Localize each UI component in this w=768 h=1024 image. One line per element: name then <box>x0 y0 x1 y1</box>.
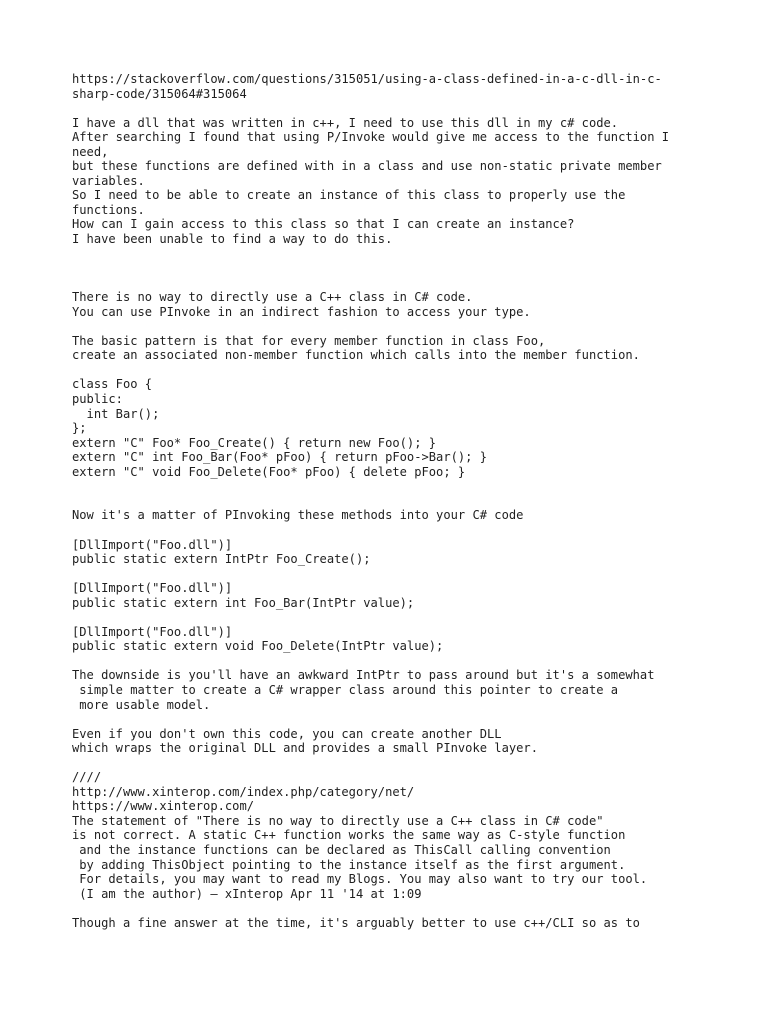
text-line: The downside is you'll have an awkward IntPtr to pass around but it's a somewhat <box>72 668 655 683</box>
text-line: variables. <box>72 173 145 188</box>
text-line <box>72 276 712 291</box>
text-line: [DllImport("Foo.dll")] <box>72 581 233 596</box>
text-line <box>72 523 712 538</box>
text-line: extern "C" Foo* Foo_Create() { return new Foo(); } <box>72 435 437 450</box>
text-line: There is no way to directly use a C++ class in C# code. <box>72 290 473 305</box>
text-line: //// <box>72 770 102 785</box>
text-line: is not correct. A static C++ function works the same way as C-style function <box>72 828 626 843</box>
text-line: How can I gain access to this class so that I can create an instance? <box>72 217 575 232</box>
text-line: extern "C" int Foo_Bar(Foo* pFoo) { return pFoo->Bar(); } <box>72 450 488 465</box>
text-line: Even if you don't own this code, you can create another DLL <box>72 726 502 741</box>
text-line: Though a fine answer at the time, it's arguably better to use c++/CLI so as to <box>72 915 640 930</box>
text-line: You can use PInvoke in an indirect fashion to access your type. <box>72 304 531 319</box>
text-line <box>72 654 712 669</box>
text-line: http://www.xinterop.com/index.php/category/net/ <box>72 784 415 799</box>
text-line <box>72 610 712 625</box>
text-line: create an associated non-member function which calls into the member function. <box>72 348 640 363</box>
document-body <box>72 72 712 930</box>
text-line: more usable model. <box>72 697 211 712</box>
text-line: https://stackoverflow.com/questions/315051/using-a-class-defined-in-a-c-dll-in-c- <box>72 72 662 86</box>
text-line <box>72 901 712 916</box>
text-line <box>72 363 712 378</box>
text-line: I have been unable to find a way to do this. <box>72 232 393 247</box>
text-line: The statement of "There is no way to directly use a C++ class in C# code" <box>72 813 604 828</box>
text-line: The basic pattern is that for every member function in class Foo, <box>72 333 546 348</box>
text-line: [DllImport("Foo.dll")] <box>72 537 233 552</box>
text-line <box>72 756 712 771</box>
text-line: So I need to be able to create an instance of this class to properly use the <box>72 188 626 203</box>
text-line <box>72 247 712 262</box>
text-line: https://www.xinterop.com/ <box>72 799 255 814</box>
text-line: int Bar(); <box>72 406 160 421</box>
text-line: public: <box>72 392 123 407</box>
text-line: functions. <box>72 202 145 217</box>
text-line: For details, you may want to read my Blogs. You may also want to try our tool. <box>72 872 648 887</box>
text-line: }; <box>72 421 87 436</box>
text-line <box>72 567 712 582</box>
text-line: need, <box>72 144 109 159</box>
text-line: public static extern int Foo_Bar(IntPtr value); <box>72 595 415 610</box>
text-line <box>72 712 712 727</box>
text-line <box>72 261 712 276</box>
text-line: class Foo { <box>72 377 153 392</box>
text-line <box>72 319 712 334</box>
text-line: (I am the author) – xInterop Apr 11 '14 at 1:09 <box>72 886 422 901</box>
text-line: which wraps the original DLL and provides a small PInvoke layer. <box>72 741 538 756</box>
text-line: but these functions are defined with in a class and use non-static private member <box>72 159 662 174</box>
text-line: by adding ThisObject pointing to the instance itself as the first argument. <box>72 857 626 872</box>
text-line: extern "C" void Foo_Delete(Foo* pFoo) { delete pFoo; } <box>72 464 466 479</box>
text-line: [DllImport("Foo.dll")] <box>72 624 233 639</box>
text-line <box>72 494 712 509</box>
text-line: and the instance functions can be declared as ThisCall calling convention <box>72 842 611 857</box>
text-line: sharp-code/315064#315064 <box>72 86 247 101</box>
text-line <box>72 479 712 494</box>
text-line: Now it's a matter of PInvoking these methods into your C# code <box>72 508 524 523</box>
text-line: I have a dll that was written in c++, I need to use this dll in my c# code. <box>72 115 619 130</box>
text-line: public static extern void Foo_Delete(IntPtr value); <box>72 639 444 654</box>
text-line <box>72 101 712 116</box>
text-line: simple matter to create a C# wrapper class around this pointer to create a <box>72 682 619 697</box>
text-line: public static extern IntPtr Foo_Create(); <box>72 552 371 567</box>
text-line: After searching I found that using P/Invoke would give me access to the function I <box>72 130 670 145</box>
